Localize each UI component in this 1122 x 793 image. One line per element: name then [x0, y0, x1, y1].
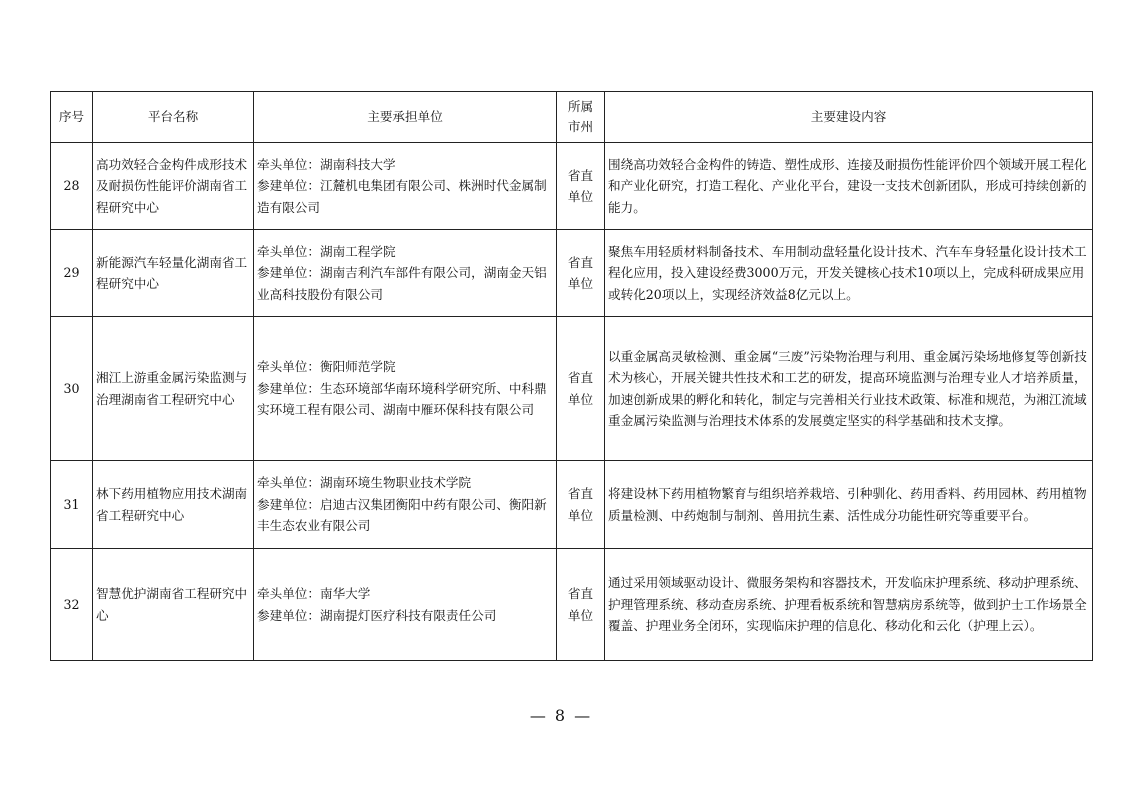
header-main-content: 主要建设内容 — [605, 92, 1093, 143]
row-partner-units: 参建单位：生态环境部华南环境科学研究所、中科鼎实环境工程有限公司、湖南中雁环保科技有限公司 — [257, 380, 547, 418]
row-content: 通过采用领域驱动设计、微服务架构和容器技术，开发临床护理系统、移动护理系统、护理管理系统、移动查房系统、护理看板系统和智慧病房系统等，做到护士工作场景全覆盖、护理业务全闭环，实现临床护理的信息化、移动化和云化（护理上云）。 — [605, 549, 1093, 661]
row-lead-unit: 牵头单位：湖南工程学院 — [257, 243, 396, 259]
row-units — [254, 549, 557, 661]
row-partner-units: 参建单位：湖南提灯医疗科技有限责任公司 — [257, 607, 497, 623]
table-row — [51, 143, 1093, 230]
row-city: 省直单位 — [557, 549, 605, 661]
row-content: 将建设林下药用植物繁育与组织培养栽培、引种驯化、药用香料、药用园林、药用植物质量检测、中药炮制与制剂、兽用抗生素、活性成分功能性研究等重要平台。 — [605, 461, 1093, 549]
page-number: — 8 — — [529, 706, 593, 725]
row-platform-name: 智慧优护湖南省工程研究中心 — [93, 549, 254, 661]
row-units — [254, 317, 557, 461]
row-units — [254, 230, 557, 317]
row-content: 聚焦车用轻质材料制备技术、车用制动盘轻量化设计技术、汽车车身轻量化设计技术工程化应用，投入建设经费3000万元，开发关键核心技术10项以上，完成科研成果应用或转化20项以上，实现经济效益8亿元以上。 — [605, 230, 1093, 317]
row-serial-no: 30 — [51, 317, 93, 461]
row-lead-unit: 牵头单位：湖南环境生物职业技术学院 — [257, 475, 472, 491]
table-row — [51, 461, 1093, 549]
table-row — [51, 230, 1093, 317]
row-platform-name: 湘江上游重金属污染监测与治理湖南省工程研究中心 — [93, 317, 254, 461]
row-city: 省直单位 — [557, 461, 605, 549]
row-content: 围绕高功效轻合金构件的铸造、塑性成形、连接及耐损伤性能评价四个领域开展工程化和产业化研究，打造工程化、产业化平台，建设一支技术创新团队，形成可持续创新的能力。 — [605, 143, 1093, 230]
row-city: 省直单位 — [557, 317, 605, 461]
row-lead-unit: 牵头单位：南华大学 — [257, 586, 371, 601]
row-partner-units: 参建单位：江麓机电集团有限公司、株洲时代金属制造有限公司 — [257, 178, 547, 215]
header-main-units: 主要承担单位 — [254, 92, 557, 143]
row-lead-unit: 牵头单位：衡阳师范学院 — [257, 359, 396, 375]
row-serial-no: 32 — [51, 549, 93, 661]
row-city: 省直单位 — [557, 143, 605, 230]
row-city: 省直单位 — [557, 230, 605, 317]
row-lead-unit: 牵头单位：湖南科技大学 — [257, 156, 396, 172]
table-header-row — [51, 92, 1093, 143]
header-platform-name: 平台名称 — [93, 92, 254, 143]
row-units — [254, 143, 557, 230]
table-row — [51, 317, 1093, 461]
header-city: 所属市州 — [557, 92, 605, 143]
row-serial-no: 28 — [51, 143, 93, 230]
row-platform-name: 高功效轻合金构件成形技术及耐损伤性能评价湖南省工程研究中心 — [93, 143, 254, 230]
row-content: 以重金属高灵敏检测、重金属“三废”污染物治理与利用、重金属污染场地修复等创新技术为核心，开展关键共性技术和工艺的研发，提高环境监测与治理专业人才培养质量，加速创新成果的孵化和转化，制定与完善相关行业技术政策、标准和规范，为湘江流域重金属污染监测与治理技术体系的发展奠定坚实的科学基础和技术支撑。 — [605, 317, 1093, 461]
platform-table — [50, 91, 1093, 661]
table-row — [51, 549, 1093, 661]
row-platform-name: 林下药用植物应用技术湖南省工程研究中心 — [93, 461, 254, 549]
row-platform-name: 新能源汽车轻量化湖南省工程研究中心 — [93, 230, 254, 317]
row-units — [254, 461, 557, 549]
row-partner-units: 参建单位：启迪古汉集团衡阳中药有限公司、衡阳新丰生态农业有限公司 — [257, 496, 547, 534]
header-serial-no: 序号 — [51, 92, 93, 143]
row-partner-units: 参建单位：湖南吉利汽车部件有限公司，湖南金天铝业高科技股份有限公司 — [257, 265, 547, 302]
row-serial-no: 29 — [51, 230, 93, 317]
row-serial-no: 31 — [51, 461, 93, 549]
